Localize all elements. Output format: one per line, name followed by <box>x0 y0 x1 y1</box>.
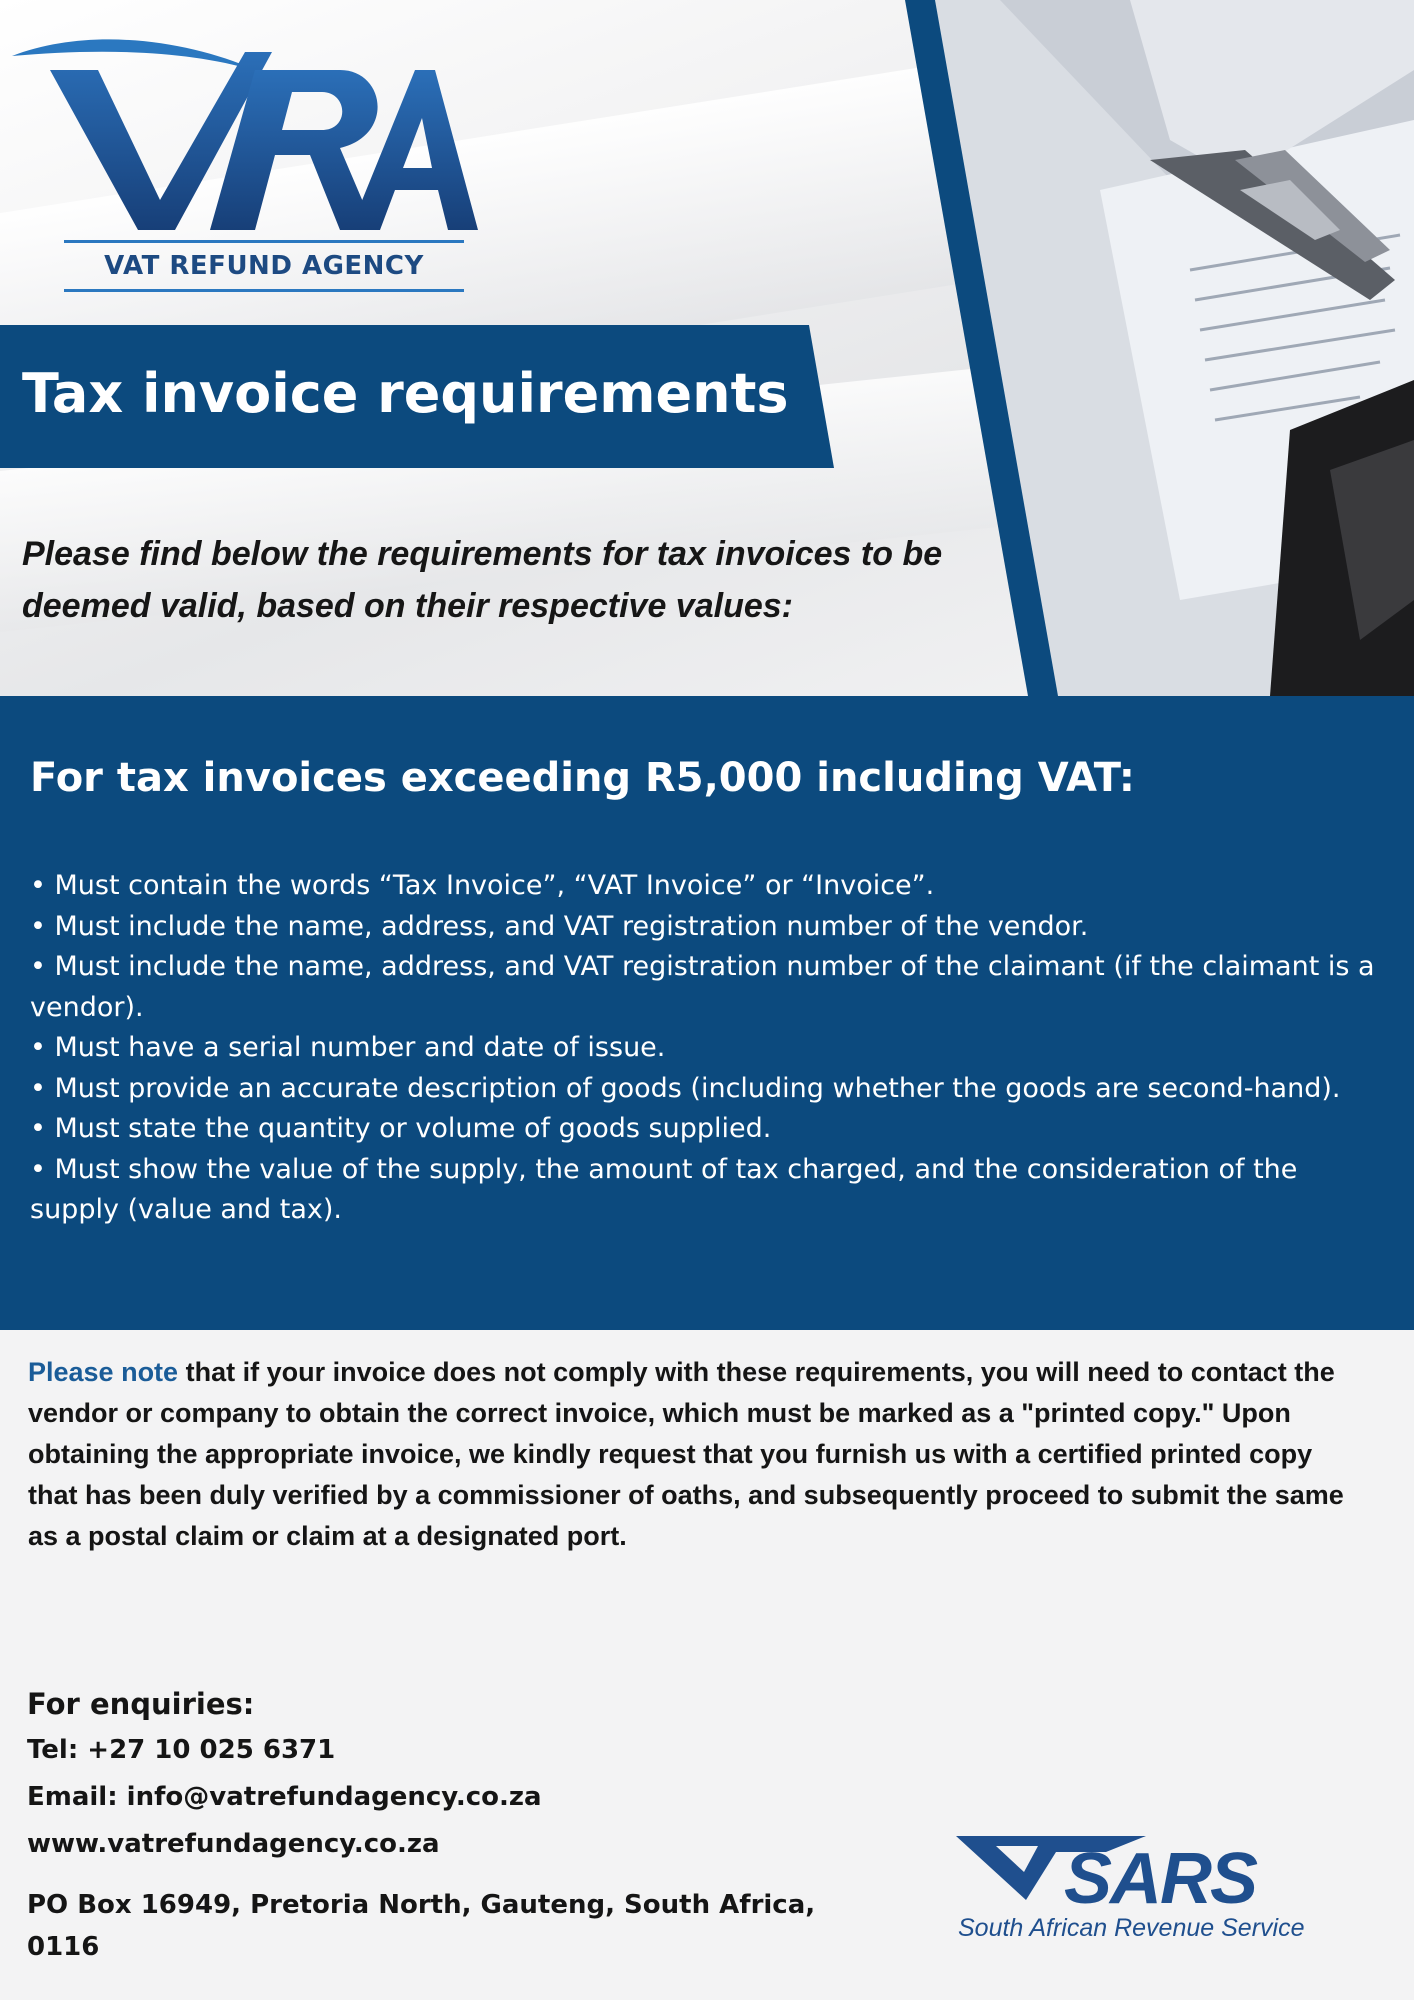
sars-caption: South African Revenue Service <box>958 1914 1305 1942</box>
phone-number: Tel: +27 10 025 6371 <box>27 1735 336 1765</box>
requirement-item: • Must provide an accurate description of goods (including whether the goods are second-hand). <box>30 1072 1341 1104</box>
logo-swoosh <box>12 39 260 72</box>
note-highlight: Please note <box>28 1357 179 1387</box>
requirements-list <box>30 866 1390 1231</box>
requirements-heading: For tax invoices exceeding R5,000 including VAT: <box>30 755 1135 801</box>
requirement-item: • Must include the name, address, and VAT registration number of the claimant (if the claimant is a vendor). <box>30 951 1375 1023</box>
requirement-item: • Must include the name, address, and VAT registration number of the vendor. <box>30 910 1089 942</box>
email-address[interactable]: Email: info@vatrefundagency.co.za <box>27 1782 542 1812</box>
requirement-item: • Must contain the words “Tax Invoice”, “VAT Invoice” or “Invoice”. <box>30 870 935 901</box>
requirement-item: • Must have a serial number and date of issue. <box>30 1032 666 1063</box>
note-text: that if your invoice does not comply with these requirements, you will need to contact the vendor or company to obtain the correct invoice, which must be marked as a "printed copy." Upon obtaining the appropriate invoice, we kindly request that you furnish us with a certified printed copy that has been duly verified by a commissioner of oaths, and subsequently proceed to submit the same as a postal claim or claim at a designated port. <box>28 1357 1344 1551</box>
sars-wordmark: SARS <box>1064 1839 1257 1919</box>
website-link[interactable]: www.vatrefundagency.co.za <box>27 1829 440 1859</box>
logo-caption: VAT REFUND AGENCY <box>104 251 424 281</box>
requirement-item: • Must show the value of the supply, the amount of tax charged, and the consideration of the supply (value and tax). <box>30 1153 1298 1225</box>
compliance-note <box>28 1352 1348 1557</box>
page-title: Tax invoice requirements <box>22 362 789 425</box>
logo-caption-frame <box>64 240 464 292</box>
intro-text: Please find below the requirements for tax invoices to be deemed valid, based on their respective values: <box>22 535 943 625</box>
requirement-item: • Must state the quantity or volume of goods supplied. <box>30 1113 772 1144</box>
enquiries-heading: For enquiries: <box>27 1687 255 1721</box>
postal-address: PO Box 16949, Pretoria North, Gauteng, South Africa, 0116 <box>27 1890 816 1962</box>
